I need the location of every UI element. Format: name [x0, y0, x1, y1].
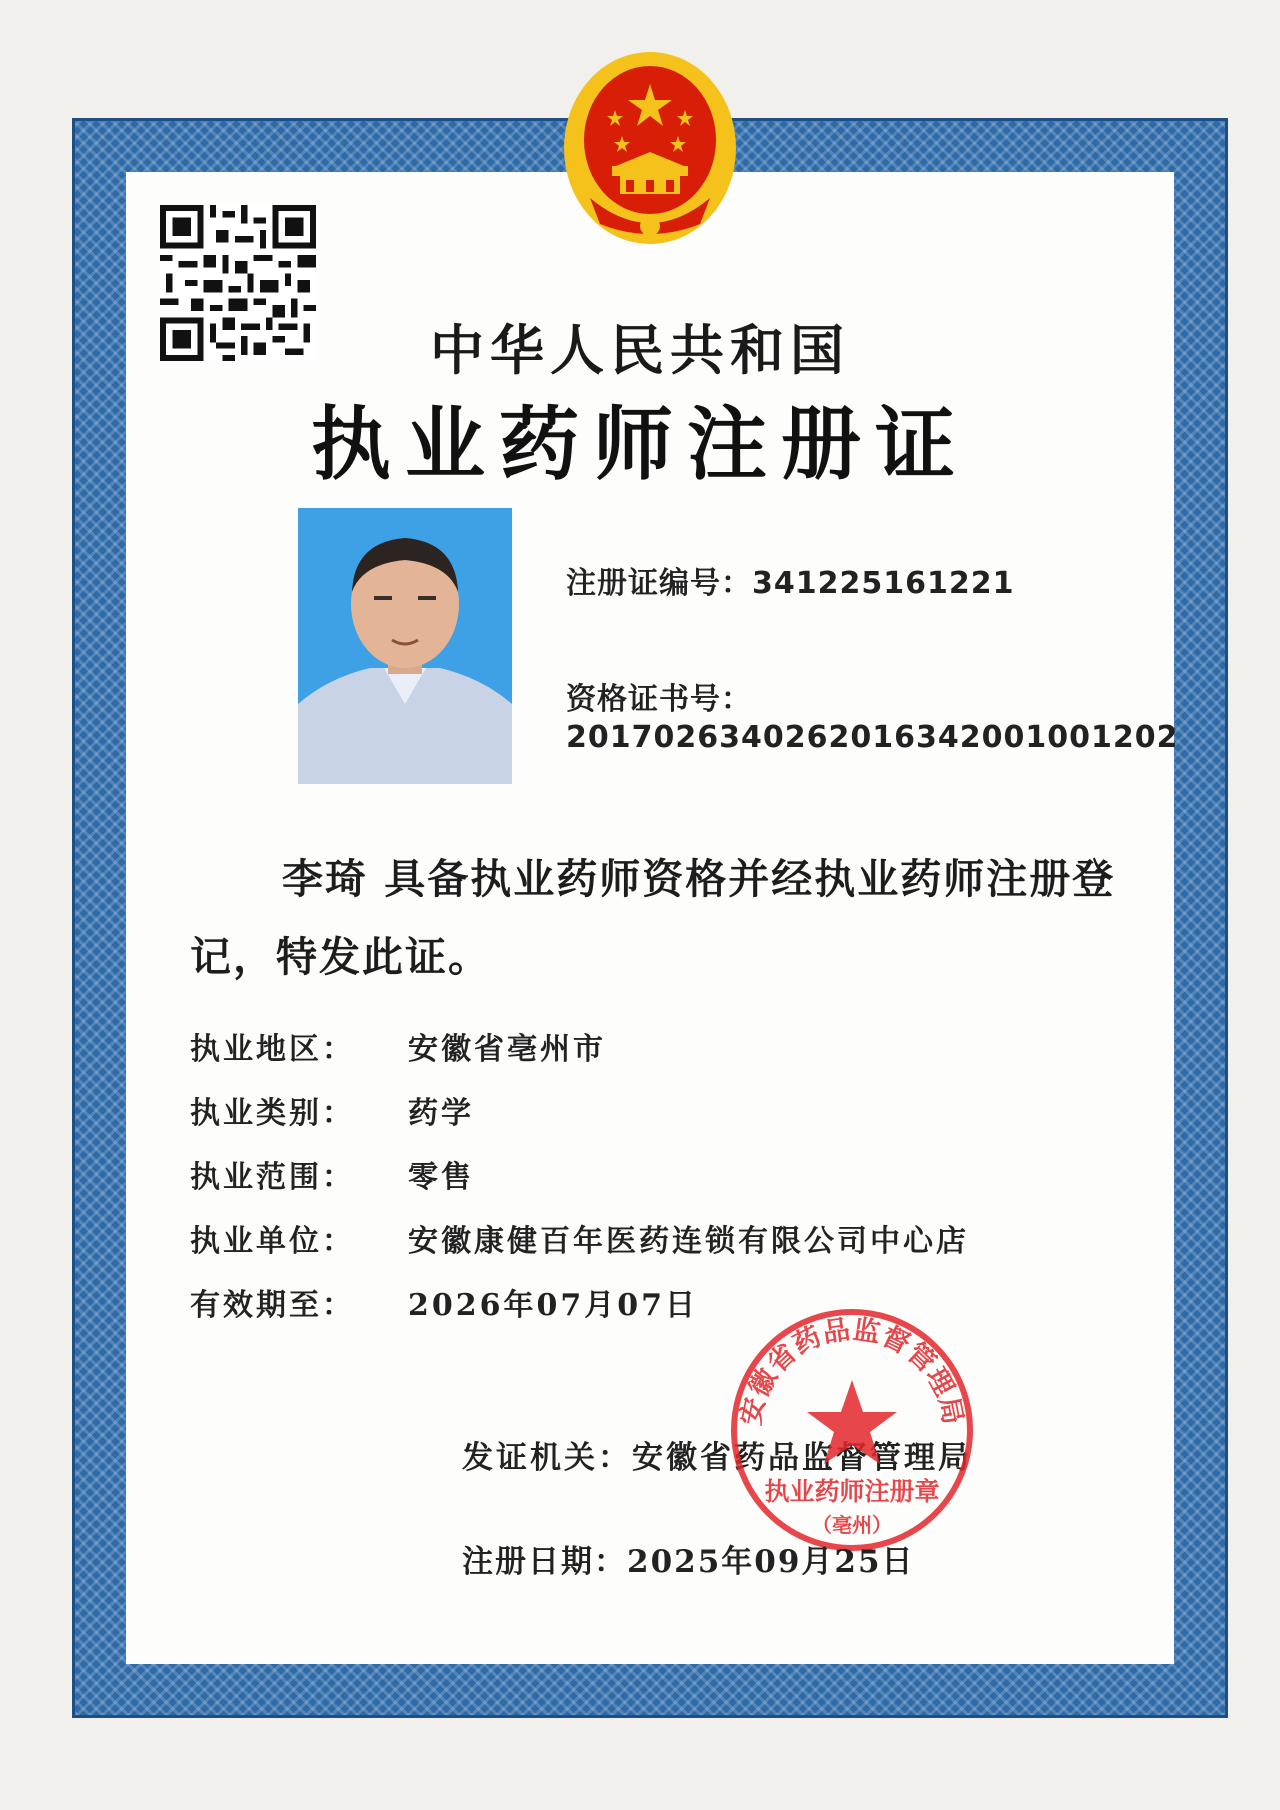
field-label: 执业类别： [190, 1096, 355, 1131]
field-value: 2026年07月07日 [408, 1288, 698, 1323]
field-valid-until [190, 1280, 698, 1324]
statement-text: 具备执业药师资格并经执业药师注册登记，特发此证。 [190, 855, 1116, 981]
registration-date-row [462, 1536, 915, 1581]
field-label: 执业地区： [190, 1032, 355, 1067]
field-label: 执业范围： [190, 1160, 355, 1195]
seal-bottom-text: （亳州） [812, 1513, 892, 1537]
national-emblem-icon [560, 48, 740, 248]
field-value: 零售 [408, 1160, 474, 1195]
field-practice-unit [190, 1216, 969, 1260]
registration-number-label: 注册证编号： [566, 566, 752, 601]
field-practice-category [190, 1088, 474, 1132]
field-label: 有效期至： [190, 1288, 355, 1323]
seal-arc-text: 安徽省药品监督管理局 [735, 1314, 969, 1428]
field-label: 执业单位： [190, 1224, 355, 1259]
issuer-value: 安徽省药品监督管理局 [632, 1440, 972, 1476]
field-value: 药学 [408, 1096, 474, 1131]
field-practice-region [190, 1024, 606, 1068]
country-title: 中华人民共和国 [430, 319, 850, 382]
issuer-label: 发证机关： [462, 1440, 632, 1476]
field-value: 安徽省亳州市 [408, 1032, 606, 1067]
field-practice-scope [190, 1152, 474, 1196]
holder-photo [298, 508, 512, 784]
registration-number-value: 341225161221 [752, 566, 1015, 601]
document-title: 执业药师注册证 [311, 398, 969, 491]
registration-date-label: 注册日期： [462, 1544, 627, 1580]
holder-name: 李琦 [282, 855, 368, 903]
qualification-number-value: 201702634026201634200100120​2 [566, 720, 1179, 755]
field-value: 安徽康健百年医药连锁有限公司中心店 [408, 1224, 969, 1259]
official-seal-icon [722, 1300, 982, 1560]
registration-date-value: 2025年09月25日 [627, 1544, 915, 1580]
seal-center-text: 执业药师注册章 [764, 1477, 940, 1506]
registration-number-row [566, 558, 1015, 602]
qualification-number-label: 资格证书号： [566, 682, 752, 717]
certificate-statement [190, 840, 1150, 996]
